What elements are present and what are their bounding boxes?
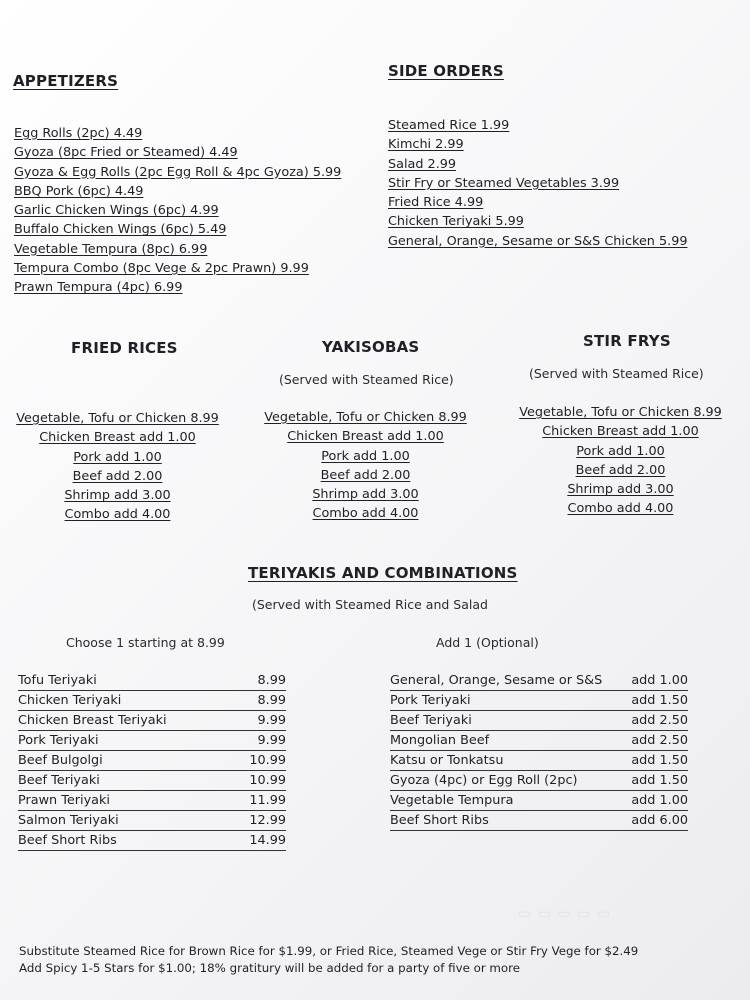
item-price: 11.99	[249, 793, 286, 808]
item-price: 12.99	[249, 813, 286, 828]
item-price: add 2.50	[631, 713, 688, 728]
fried-rice-item: Chicken Breast add 1.00	[39, 430, 196, 446]
item-name: Pork Teriyaki	[18, 733, 99, 748]
stir-fry-item: Vegetable, Tofu or Chicken 8.99	[519, 405, 722, 420]
watermark: ▭ ▭ ▭ ▭ ▭	[518, 906, 611, 922]
fried-rice-item: Vegetable, Tofu or Chicken 8.99	[16, 411, 219, 426]
stir-fry-item: Combo add 4.00	[567, 501, 674, 517]
stir-fry-item: Beef add 2.00	[575, 462, 666, 478]
yakisobas-note: (Served with Steamed Rice)	[279, 372, 454, 387]
add-on-row	[390, 792, 688, 811]
side-order-item: Salad 2.99	[388, 156, 457, 172]
side-order-item: Steamed Rice 1.99	[388, 118, 510, 133]
item-price: add 1.50	[631, 693, 688, 708]
appetizer-item: Egg Rolls (2pc) 4.49	[14, 126, 143, 141]
item-name: Beef Teriyaki	[390, 713, 472, 728]
appetizer-item: Gyoza & Egg Rolls (2pc Egg Roll & 4pc Gyoza) 5.99	[14, 164, 342, 180]
item-name: Prawn Teriyaki	[18, 793, 110, 808]
item-price: add 1.50	[631, 773, 688, 788]
teriyaki-row	[18, 812, 286, 831]
item-name: Salmon Teriyaki	[18, 813, 119, 828]
teriyaki-row	[18, 832, 286, 851]
stir-frys-heading: STIR FRYS	[583, 332, 671, 350]
item-name: Beef Teriyaki	[18, 773, 100, 788]
teriyaki-row	[18, 752, 286, 771]
item-price: 8.99	[257, 693, 286, 708]
item-price: 14.99	[249, 833, 286, 848]
yakisoba-item: Chicken Breast add 1.00	[287, 429, 444, 445]
item-price: add 1.00	[631, 793, 688, 808]
teriyaki-row	[18, 772, 286, 791]
teriyaki-main-table	[18, 672, 286, 852]
appetizer-item: Buffalo Chicken Wings (6pc) 5.49	[14, 222, 227, 238]
add-on-row	[390, 812, 688, 831]
item-name: Vegetable Tempura	[390, 793, 514, 808]
item-price: add 6.00	[631, 813, 688, 828]
item-name: General, Orange, Sesame or S&S	[390, 673, 603, 688]
item-price: 10.99	[249, 753, 286, 768]
fried-rices-list	[10, 409, 225, 525]
add-on-row	[390, 732, 688, 751]
stir-frys-list	[513, 403, 728, 519]
choose-label: Choose 1 starting at 8.99	[66, 635, 225, 650]
item-name: Chicken Breast Teriyaki	[18, 713, 167, 728]
add-on-row	[390, 752, 688, 771]
fried-rice-item: Beef add 2.00	[72, 468, 163, 484]
side-order-item: Fried Rice 4.99	[388, 195, 484, 211]
add-on-row	[390, 672, 688, 691]
item-name: Pork Teriyaki	[390, 693, 471, 708]
teriyaki-row	[18, 732, 286, 751]
teriyaki-row	[18, 672, 286, 691]
yakisobas-heading: YAKISOBAS	[322, 338, 420, 356]
fried-rice-item: Shrimp add 3.00	[64, 488, 171, 504]
item-name: Mongolian Beef	[390, 733, 490, 748]
item-name: Chicken Teriyaki	[18, 693, 122, 708]
item-price: add 1.50	[631, 753, 688, 768]
side-orders-heading: SIDE ORDERS	[388, 62, 504, 80]
stir-fry-item: Shrimp add 3.00	[567, 482, 674, 498]
appetizer-item: Prawn Tempura (4pc) 6.99	[14, 280, 183, 296]
footer-line-2: Add Spicy 1-5 Stars for $1.00; 18% gratitury will be added for a party of five or more	[19, 961, 520, 975]
yakisoba-item: Pork add 1.00	[321, 448, 410, 464]
appetizer-item: Tempura Combo (8pc Vege & 2pc Prawn) 9.99	[14, 261, 309, 277]
teriyaki-row	[18, 712, 286, 731]
add-on-row	[390, 772, 688, 791]
item-name: Tofu Teriyaki	[18, 673, 97, 688]
item-price: 9.99	[257, 713, 286, 728]
appetizer-item: Gyoza (8pc Fried or Steamed) 4.49	[14, 145, 238, 161]
item-name: Beef Bulgolgi	[18, 753, 103, 768]
appetizer-item: Vegetable Tempura (8pc) 6.99	[14, 241, 208, 257]
appetizer-item: BBQ Pork (6pc) 4.49	[14, 183, 144, 199]
yakisobas-list	[258, 408, 473, 524]
side-order-item: Chicken Teriyaki 5.99	[388, 214, 524, 230]
stir-fry-item: Chicken Breast add 1.00	[542, 424, 699, 440]
fried-rice-item: Pork add 1.00	[73, 449, 162, 465]
yakisoba-item: Combo add 4.00	[312, 506, 419, 522]
teriyakis-heading: TERIYAKIS AND COMBINATIONS	[248, 564, 518, 582]
stir-frys-note: (Served with Steamed Rice)	[529, 366, 704, 381]
appetizers-list	[14, 124, 341, 298]
item-name: Gyoza (4pc) or Egg Roll (2pc)	[390, 773, 578, 788]
side-orders-list	[388, 116, 687, 251]
side-order-item: General, Orange, Sesame or S&S Chicken 5.99	[388, 233, 688, 249]
item-price: 8.99	[257, 673, 286, 688]
add-on-row	[390, 712, 688, 731]
item-name: Beef Short Ribs	[18, 833, 117, 848]
side-order-item: Kimchi 2.99	[388, 137, 464, 153]
side-order-item: Stir Fry or Steamed Vegetables 3.99	[388, 175, 620, 191]
teriyaki-add-table	[390, 672, 688, 832]
appetizer-item: Garlic Chicken Wings (6pc) 4.99	[14, 203, 219, 219]
footer-line-1: Substitute Steamed Rice for Brown Rice for $1.99, or Fried Rice, Steamed Vege or Stir Fry Vege for $2.49	[19, 944, 639, 958]
item-price: add 1.00	[631, 673, 688, 688]
teriyaki-row	[18, 792, 286, 811]
yakisoba-item: Vegetable, Tofu or Chicken 8.99	[264, 410, 467, 425]
teriyakis-note: (Served with Steamed Rice and Salad	[252, 597, 488, 612]
fried-rices-heading: FRIED RICES	[71, 339, 178, 357]
item-name: Katsu or Tonkatsu	[390, 753, 504, 768]
item-price: 10.99	[249, 773, 286, 788]
add-on-row	[390, 692, 688, 711]
teriyaki-row	[18, 692, 286, 711]
stir-fry-item: Pork add 1.00	[576, 443, 665, 459]
appetizers-heading: APPETIZERS	[13, 72, 119, 90]
yakisoba-item: Beef add 2.00	[320, 467, 411, 483]
item-price: 9.99	[257, 733, 286, 748]
yakisoba-item: Shrimp add 3.00	[312, 487, 419, 503]
fried-rice-item: Combo add 4.00	[64, 507, 171, 523]
item-price: add 2.50	[631, 733, 688, 748]
item-name: Beef Short Ribs	[390, 813, 489, 828]
add-label: Add 1 (Optional)	[436, 635, 539, 650]
